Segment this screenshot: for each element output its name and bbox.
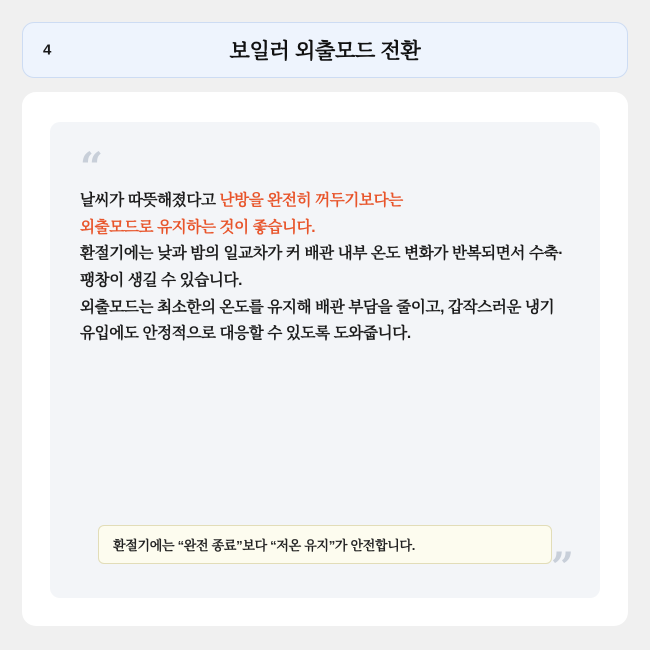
quote-line-3: 환절기에는 낮과 밤의 일교차가 커 배관 내부 온도 변화가 반복되면서 수축·팽창이 생길 수 있습니다.	[80, 245, 564, 289]
quote-open-icon: “	[80, 144, 104, 191]
slide-header	[22, 22, 628, 78]
step-number: 4	[43, 41, 52, 59]
quote-line-2: 외출모드로 유지하는 것이 좋습니다.	[80, 218, 316, 236]
quote-line-1-plain: 날씨가 따뜻해졌다고	[80, 192, 220, 209]
page-title: 보일러 외출모드 전환	[229, 40, 421, 63]
quote-line-1-highlight: 난방을 완전히 꺼두기보다는	[219, 192, 403, 209]
quote-body	[80, 188, 570, 348]
quote-close-icon: ”	[550, 544, 574, 591]
quote-line-4: 외출모드는 최소한의 온도를 유지해 배관 부담을 줄이고, 갑작스러운 냉기 유입에도 안정적으로 대응할 수 있도록 도와줍니다.	[80, 298, 555, 343]
quote-panel	[50, 122, 600, 598]
content-card	[22, 92, 628, 626]
spacer	[80, 348, 570, 525]
quote-line-1	[80, 188, 570, 215]
callout-box: 환절기에는 “완전 종료”보다 “저온 유지”가 안전합니다.	[98, 525, 552, 564]
